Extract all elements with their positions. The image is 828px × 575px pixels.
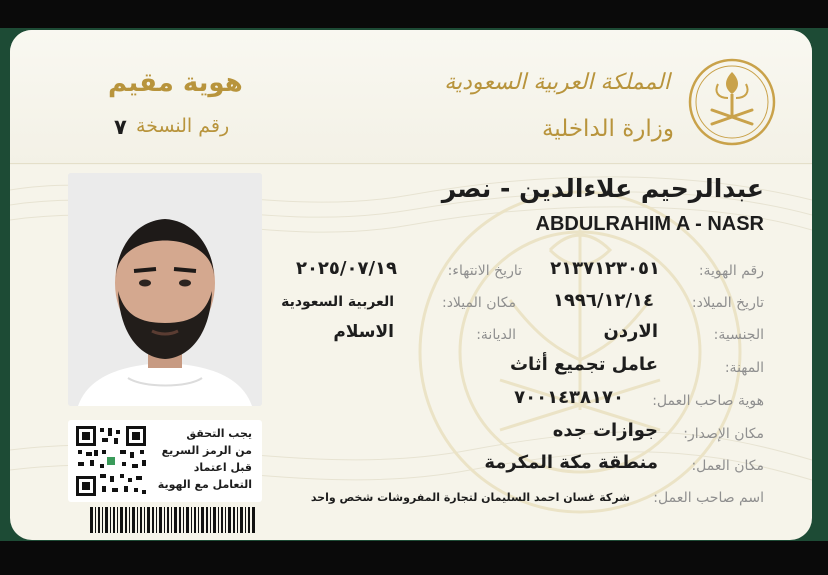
expiry-date-label: تاريخ الانتهاء: bbox=[447, 263, 522, 279]
header-divider bbox=[10, 163, 812, 164]
employer-id-value: ٧٠٠١٤٣٨١٧٠ bbox=[514, 387, 624, 408]
issue-place-label: مكان الإصدار: bbox=[683, 426, 764, 442]
iqama-card bbox=[10, 30, 812, 540]
work-place-label: مكان العمل: bbox=[691, 458, 764, 474]
birthplace-value: العربية السعودية bbox=[281, 294, 394, 310]
top-black-bar bbox=[0, 0, 828, 28]
religion-label: الديانة: bbox=[476, 327, 516, 343]
bottom-black-bar bbox=[0, 541, 828, 575]
issue-place-value: جوازات جده bbox=[552, 420, 658, 441]
qr-verification-box bbox=[68, 420, 262, 502]
id-number-label: رقم الهوية: bbox=[698, 263, 764, 279]
barcode-icon bbox=[90, 507, 256, 533]
saudi-emblem-icon bbox=[688, 58, 776, 146]
holder-name-arabic: عبدالرحيم علاءالدين - نصر bbox=[441, 174, 764, 203]
dob-label: تاريخ الميلاد: bbox=[691, 295, 764, 311]
birthplace-label: مكان الميلاد: bbox=[441, 295, 516, 311]
verify-line-1: يجب التحقق bbox=[186, 427, 252, 440]
verify-line-4: التعامل مع الهوية bbox=[157, 478, 252, 491]
ministry-name: وزارة الداخلية bbox=[541, 116, 674, 142]
portrait-image bbox=[68, 173, 262, 406]
work-place-value: منطقة مكة المكرمة bbox=[484, 452, 658, 473]
occupation-label: المهنة: bbox=[724, 360, 764, 376]
holder-photo bbox=[68, 173, 262, 406]
expiry-date-value: ٢٠٢٥/٠٧/١٩ bbox=[295, 258, 397, 279]
employer-name-value: شركة غسان احمد السليمان لتجارة المفروشات شخص واحد bbox=[310, 491, 630, 504]
verify-line-3: قبل اعتماد bbox=[193, 461, 252, 474]
version-label: رقم النسخة bbox=[136, 115, 230, 137]
nationality-value: الاردن bbox=[603, 321, 658, 342]
card-title: هوية مقيم bbox=[108, 68, 243, 98]
verify-line-2: من الرمز السريع bbox=[161, 444, 252, 457]
qr-code-icon[interactable] bbox=[74, 424, 148, 498]
kingdom-name-calligraphy: المملكة العربية السعودية bbox=[444, 70, 670, 95]
id-number-value: ٢١٣٧١٢٣٠٥١ bbox=[550, 258, 660, 279]
employer-name-label: اسم صاحب العمل: bbox=[653, 490, 764, 506]
holder-name-english: ABDULRAHIM A - NASR bbox=[535, 213, 764, 235]
occupation-value: عامل تجميع أثاث bbox=[509, 354, 658, 375]
version-value: ٧ bbox=[114, 115, 127, 139]
religion-value: الاسلام bbox=[333, 322, 394, 342]
nationality-label: الجنسية: bbox=[713, 327, 764, 343]
employer-id-label: هوية صاحب العمل: bbox=[652, 393, 764, 409]
dob-value: ١٩٩٦/١٢/١٤ bbox=[552, 290, 654, 311]
